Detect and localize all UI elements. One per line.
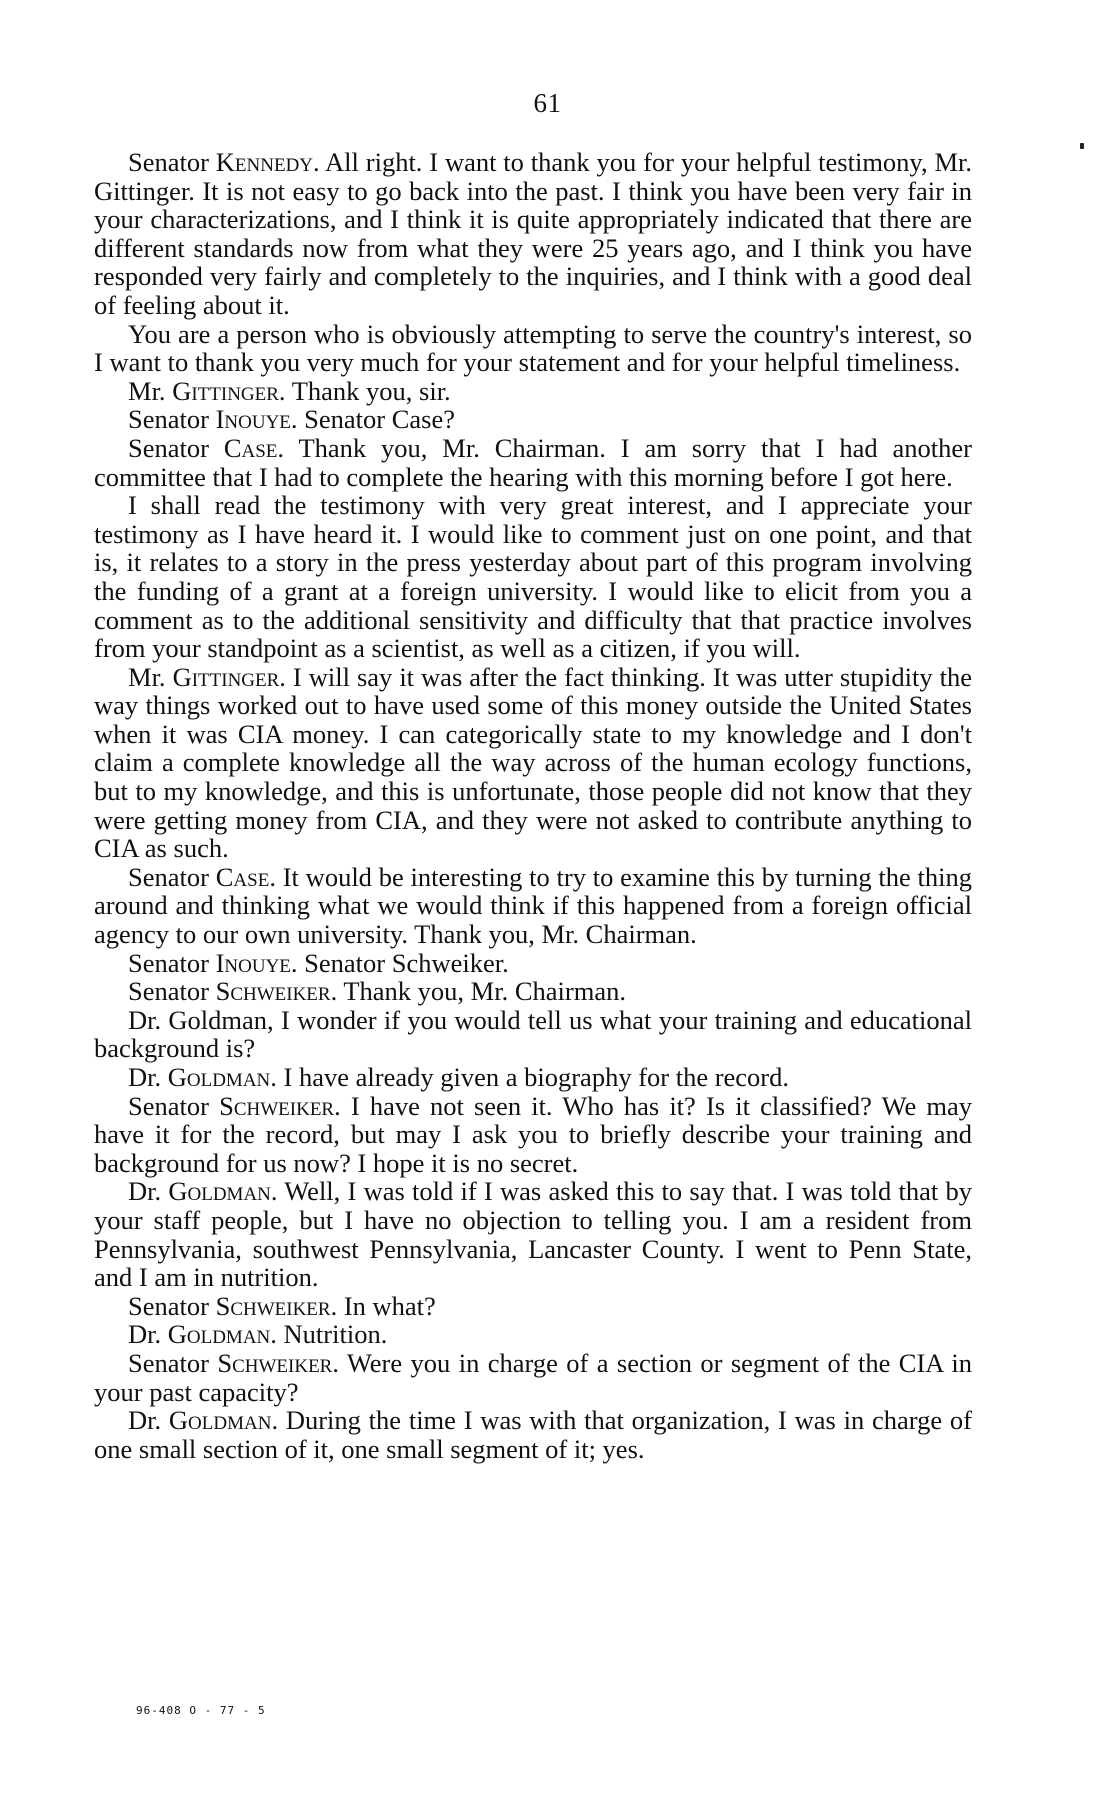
paragraph [94,405,972,434]
paragraph [94,491,972,663]
speaker-title: Senator [128,976,216,1007]
paragraph-text: Dr. Goldman, I wonder if you would tell us what your training and educational background is? [94,1004,972,1064]
paragraph [94,863,972,949]
speaker-name: Schweiker [215,1290,331,1321]
paragraph [94,1406,972,1463]
paragraph [94,1349,972,1406]
paragraph-text: You are a person who is obviously attempting to serve the country's interest, so I want to thank you very much for your statement and for your helpful timeliness. [94,318,972,378]
paragraph [94,1292,972,1321]
paragraph [94,977,972,1006]
speaker-name: Goldman [167,1062,271,1092]
speaker-name: Kennedy [215,147,314,177]
speaker-name: Inouye [215,404,291,435]
speaker-name: Gittinger [172,661,280,692]
paragraph [94,949,972,978]
speaker-title: Senator [128,1347,218,1378]
paragraph-text: . Senator Case? [290,404,456,435]
paragraph [94,1092,972,1178]
paragraph-text: . In what? [330,1290,436,1321]
speaker-title: Senator [128,432,224,463]
paragraph [94,148,972,320]
speaker-title: Mr. [128,375,173,406]
speaker-title: Senator [128,147,216,177]
speaker-title: Senator [128,947,216,978]
speaker-title: Dr. [128,1319,168,1350]
paragraph-text: . During the time I was with that organization, I was in charge of one small section of it, one small segment of it; yes. [94,1405,973,1464]
speaker-title: Dr. [128,1405,169,1436]
paragraph-text: . Thank you, Mr. Chairman. [330,976,626,1007]
paragraph [94,1320,972,1349]
speaker-title: Senator [128,1290,216,1321]
paragraph-text: . I have already given a biography for the record. [270,1062,790,1092]
speaker-name: Gittinger [172,375,279,406]
paragraph [94,1006,972,1063]
speaker-name: Goldman [167,1319,271,1350]
paragraph-text: . I have not seen it. Who has it? Is it classified? We may have it for the record, but may I ask you to briefly describe your training and background for us now? I hope it is no secret. [94,1090,972,1178]
paragraph-text: . I will say it was after the fact thinking. It was utter stupidity the way things worked out to have used some of this money outside the United States when it was CIA money. I can categorically state to my knowledge and I don't claim a complete knowledge all the way across of the human ecology functions, but to my knowledge, and this is unfortunate, those people did not know that they were getting money from CIA, and they were not asked to contribute anything to CIA as such. [94,661,972,864]
paragraph [94,1177,972,1291]
speaker-name: Schweiker [217,1347,333,1378]
paragraph [94,663,972,863]
paragraph [94,377,972,406]
paragraph-text: . Senator Schweiker. [290,947,509,978]
speaker-name: Case [215,861,270,892]
speaker-title: Dr. [128,1062,168,1092]
print-code-footer: 96-408 O - 77 - 5 [136,1704,266,1717]
paragraph-text: . Were you in charge of a section or segment of the CIA in your past capacity? [94,1347,972,1407]
margin-mark [1080,143,1084,149]
paragraph-text: . It would be interesting to try to examine this by turning the thing around and thinking what we would think if this happened from a foreign official agency to our own university. Thank you, Mr. Chairman. [94,861,973,950]
speaker-title: Senator [128,861,216,892]
paragraph-text: . Nutrition. [270,1319,388,1350]
paragraph [94,1063,972,1092]
speaker-name: Goldman [168,1176,271,1207]
paragraph [94,320,972,377]
paragraph-text: I shall read the testimony with very great interest, and I appreciate your testimony as I have heard it. I would like to comment just on one point, and that is, it relates to a story in the press yesterday about part of this program involving the funding of a grant at a foreign university. I would like to elicit from you a comment as to the additional sensitivity and difficulty that that practice involves from your standpoint as a scientist, as well as a citizen, if you will. [94,490,972,664]
paragraph-text: . All right. I want to thank you for your helpful testimony, Mr. Gittinger. It is not easy to go back into the past. I think you have been very fair in your characterizations, and I think it is quite appropriately indicated that there are different standards now from what they were 25 years ago, and I think you have responded very fairly and completely to the inquiries, and I think with a good deal of feeling about it. [94,147,972,320]
speaker-name: Goldman [168,1405,272,1436]
paragraph-text: . Thank you, sir. [278,375,451,406]
speaker-name: Schweiker [215,976,331,1007]
speaker-name: Inouye [215,947,291,978]
paragraph [94,434,972,491]
speaker-name: Schweiker [219,1090,335,1121]
paragraph-text: . Thank you, Mr. Chairman. I am sorry that I had another committee that I had to complete the hearing with this morning before I got here. [94,432,973,492]
speaker-title: Dr. [128,1176,169,1207]
paragraph-text: . Well, I was told if I was asked this to say that. I was told that by your staff people, but I have no objection to telling you. I am a resident from Pennsylvania, southwest Pennsylvania, Lancaster County. I went to Penn State, and I am in nutrition. [94,1176,973,1293]
speaker-name: Case [223,432,278,463]
speaker-title: Senator [128,404,216,435]
page-number: 61 [533,88,562,118]
speaker-title: Mr. [128,661,173,692]
transcript-body [94,148,972,1463]
speaker-title: Senator [128,1090,220,1121]
